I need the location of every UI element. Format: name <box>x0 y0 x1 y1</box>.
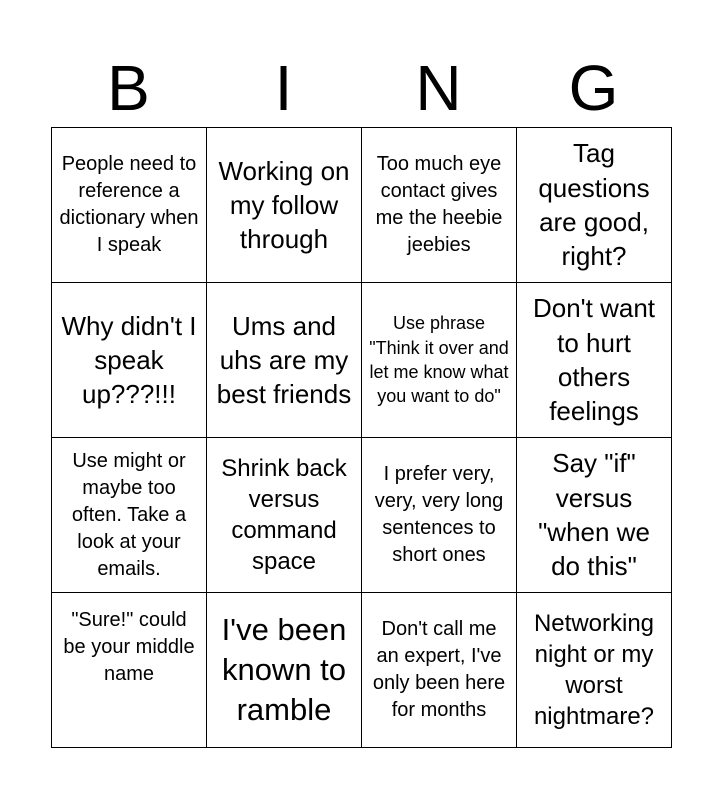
bingo-cell-text: Shrink back versus command space <box>221 454 347 576</box>
bingo-cell-text: I prefer very, very, very long sentences to short ones <box>374 463 504 566</box>
bingo-cell-text: Working on my follow through <box>218 155 350 255</box>
bingo-cell-text: People need to reference a dictionary when I speak <box>59 153 199 256</box>
bingo-cell-text: Networking night or my worst nightmare? <box>533 609 655 731</box>
bingo-cell[interactable] <box>52 593 207 748</box>
header-letter-g: G <box>568 52 619 124</box>
bingo-cell-text: I've been known to ramble <box>221 611 347 728</box>
bingo-cell[interactable] <box>207 593 362 748</box>
bingo-cell-text: Don't call me an expert, I've only been here for months <box>372 618 506 721</box>
bingo-cell[interactable] <box>517 438 672 593</box>
bingo-cell[interactable] <box>362 593 517 748</box>
bingo-header <box>51 48 671 128</box>
bingo-cell[interactable] <box>207 283 362 438</box>
bingo-cell[interactable] <box>207 128 362 283</box>
bingo-cell[interactable] <box>52 283 207 438</box>
bingo-cell-text: Tag questions are good, right? <box>538 138 650 272</box>
bingo-cell-text: Say "if" versus "when we do this" <box>538 448 650 582</box>
header-letter-b: B <box>107 52 150 124</box>
bingo-cell[interactable] <box>362 128 517 283</box>
bingo-cell[interactable] <box>362 438 517 593</box>
header-letter-i: I <box>274 52 293 124</box>
bingo-cell[interactable] <box>362 283 517 438</box>
bingo-cell-text: "Sure!" could be your middle name <box>63 609 195 685</box>
bingo-cell-text: Too much eye contact gives me the heebie jeebies <box>375 153 503 256</box>
bingo-cell[interactable] <box>52 128 207 283</box>
bingo-cell[interactable] <box>207 438 362 593</box>
bingo-cell[interactable] <box>517 128 672 283</box>
bingo-cell[interactable] <box>517 283 672 438</box>
bingo-cell-text: Ums and uhs are my best friends <box>216 310 352 410</box>
bingo-cell-text: Why didn't I speak up???!!! <box>61 310 197 410</box>
bingo-cell-text: Use phrase "Think it over and let me know what you want to do" <box>369 313 509 407</box>
bingo-cell[interactable] <box>52 438 207 593</box>
bingo-cell-text: Don't want to hurt others feelings <box>532 293 656 427</box>
bingo-board <box>51 127 672 748</box>
header-letter-n: N <box>415 52 462 124</box>
bingo-cell[interactable] <box>517 593 672 748</box>
bingo-cell-text: Use might or maybe too often. Take a look at your emails. <box>71 449 187 580</box>
